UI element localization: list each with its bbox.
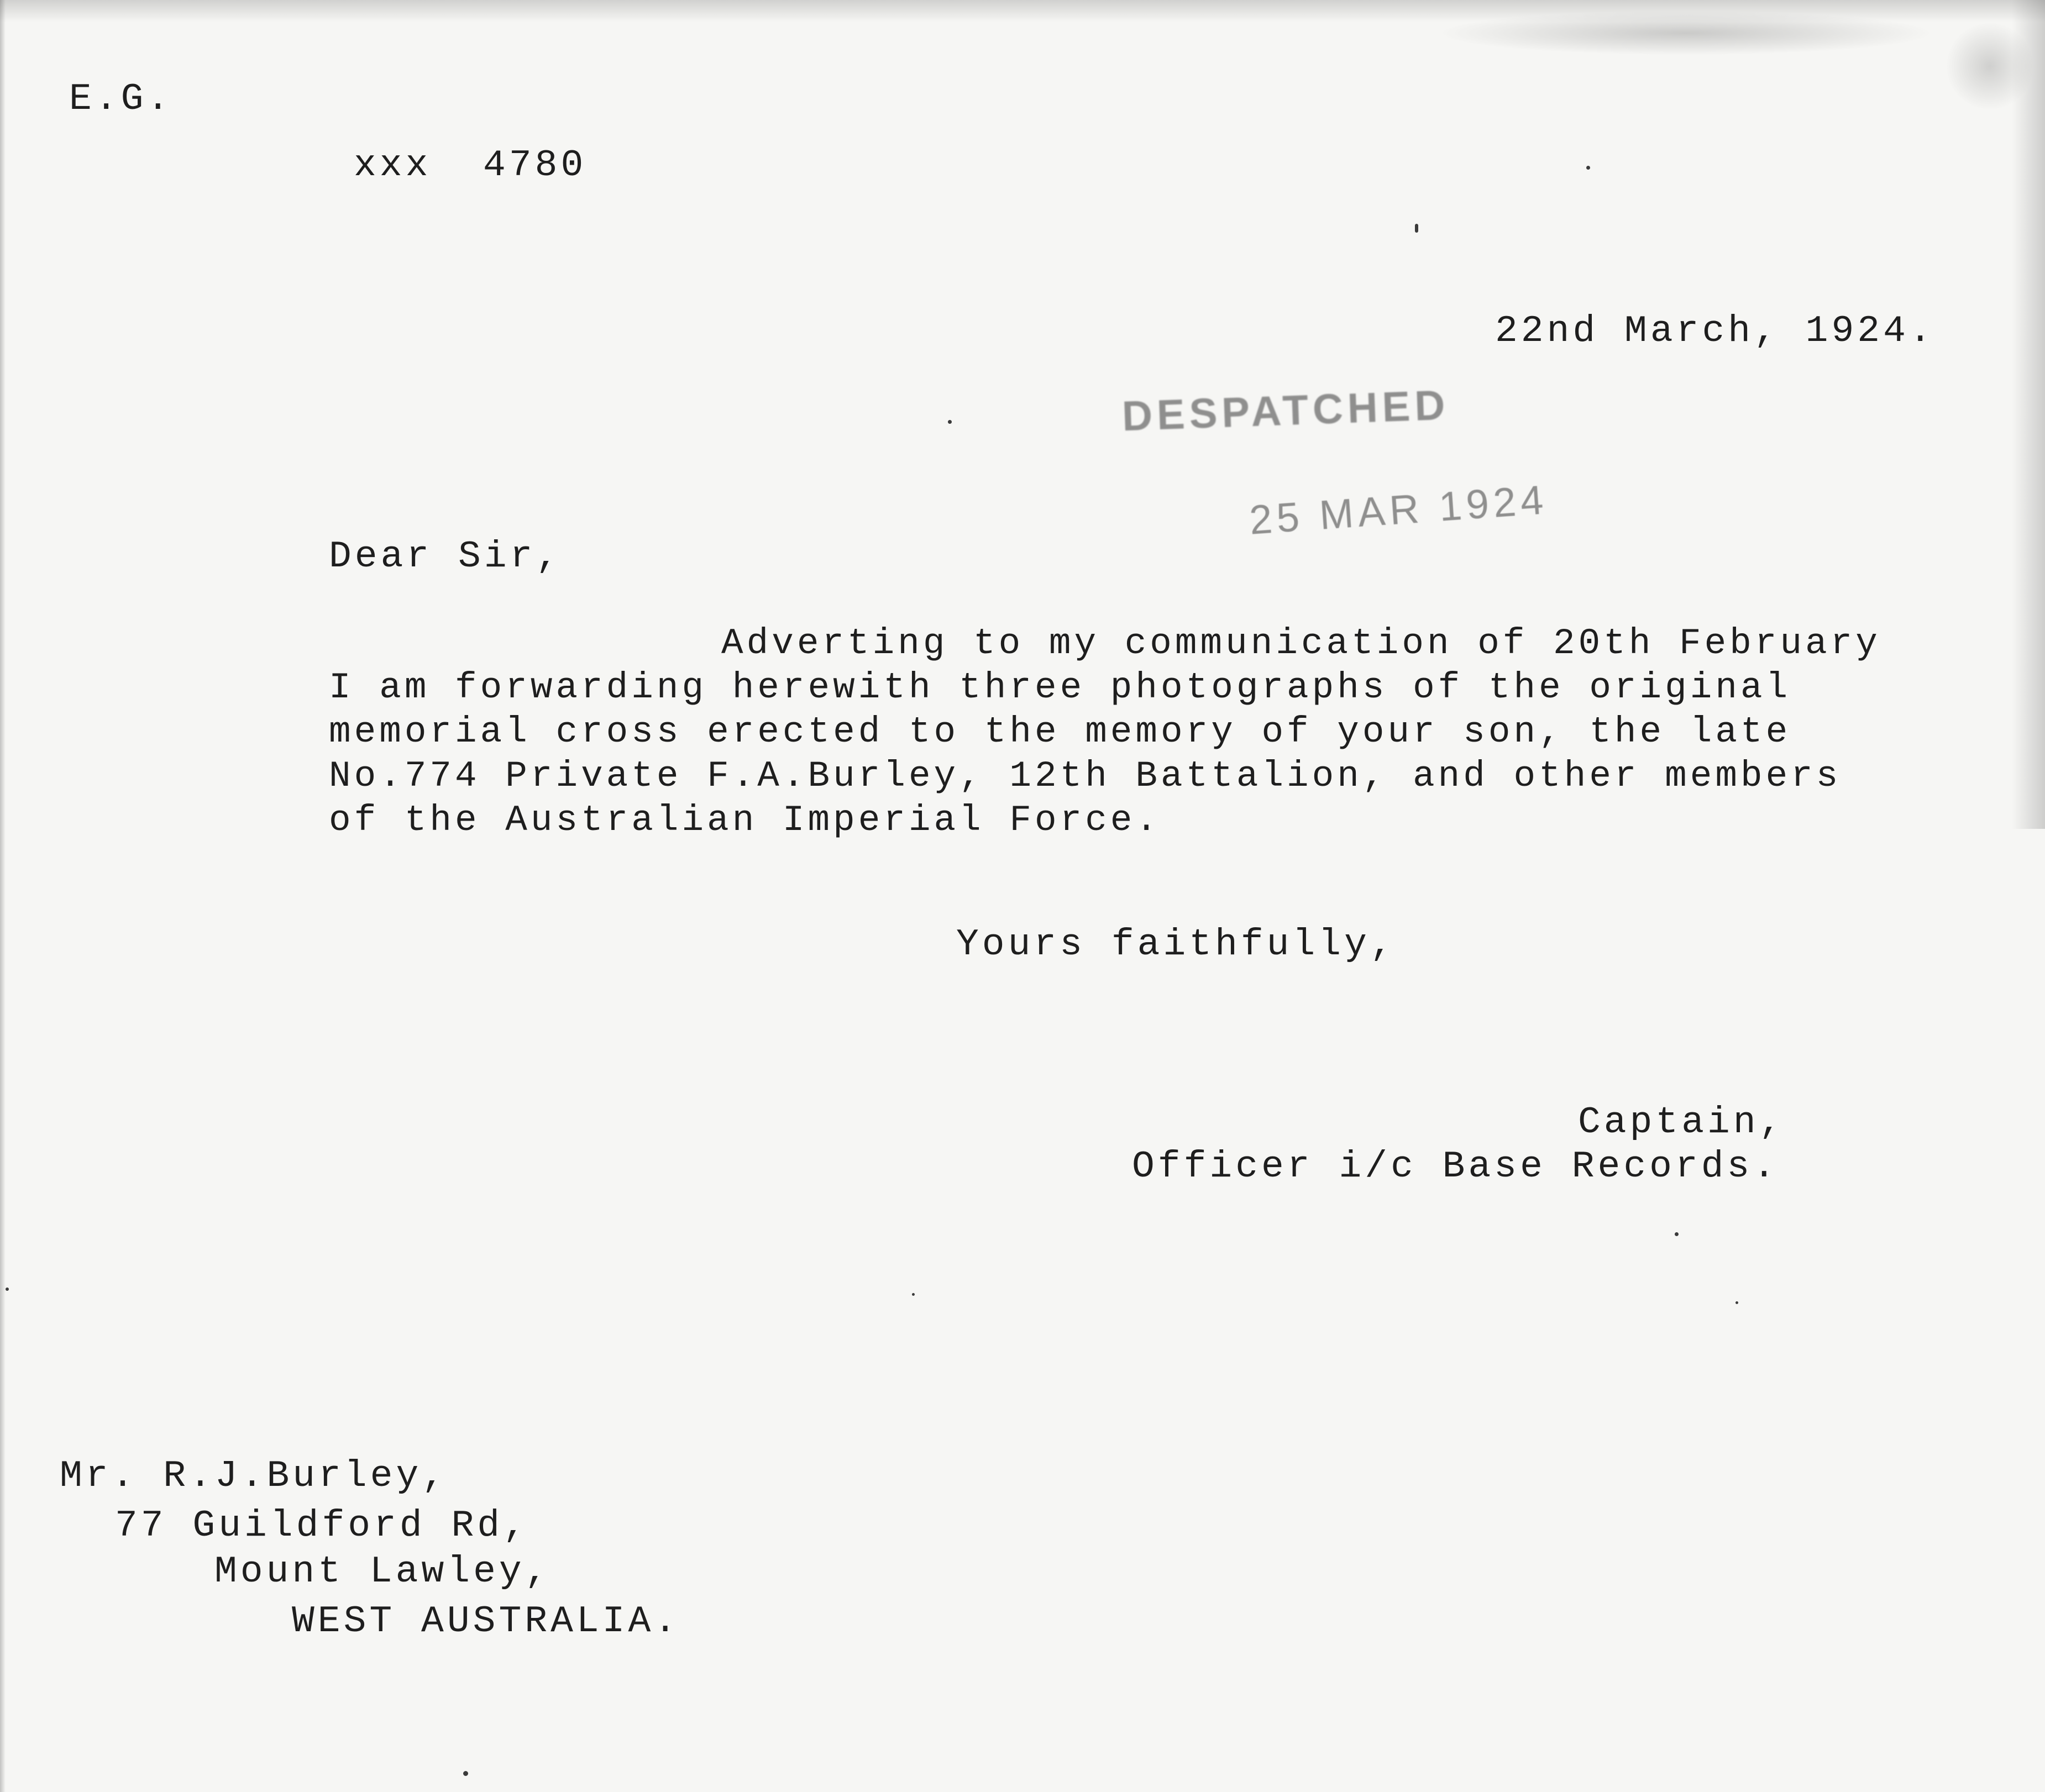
signer-office: Officer i/c Base Records. — [1132, 1145, 1779, 1188]
closing: Yours faithfully, — [956, 923, 1396, 966]
letter-body — [329, 622, 1881, 843]
scan-smudge — [1437, 11, 1934, 55]
recipient-name: Mr. R.J.Burley, — [60, 1455, 448, 1497]
scan-speck — [6, 1287, 9, 1291]
scan-smudge-corner — [1946, 22, 2034, 111]
scan-speck — [912, 1293, 915, 1296]
recipient-state: WEST AUSTRALIA. — [292, 1600, 680, 1643]
scan-speck — [463, 1771, 468, 1776]
salutation: Dear Sir, — [329, 535, 562, 578]
recipient-street: 77 Guildford Rd, — [115, 1505, 529, 1547]
scan-speck — [1415, 224, 1418, 233]
recipient-suburb: Mount Lawley, — [214, 1551, 551, 1593]
scan-speck — [948, 420, 952, 424]
scan-edge-left — [0, 0, 6, 1792]
scan-speck — [1675, 1232, 1679, 1236]
despatched-stamp: DESPATCHED — [1121, 381, 1450, 440]
file-reference-number: xxx 4780 — [354, 144, 587, 187]
reference-initials: E.G. — [69, 78, 173, 120]
body-line: No.774 Private F.A.Burley, 12th Battalion, and other members — [329, 755, 1842, 797]
scan-speck — [1735, 1301, 1738, 1304]
scan-edge-right — [2012, 0, 2045, 829]
body-line: I am forwarding herewith three photographs of the original — [329, 667, 1791, 708]
body-line: Adverting to my communication of 20th February — [721, 623, 1881, 664]
letter-date: 22nd March, 1924. — [1495, 310, 1935, 353]
signer-rank: Captain, — [1578, 1101, 1785, 1144]
body-line: of the Australian Imperial Force. — [329, 800, 1161, 841]
body-line: memorial cross erected to the memory of your son, the late — [329, 711, 1791, 753]
stamp-date: 25 MAR 1924 — [1247, 476, 1549, 543]
scan-speck — [1586, 166, 1590, 170]
